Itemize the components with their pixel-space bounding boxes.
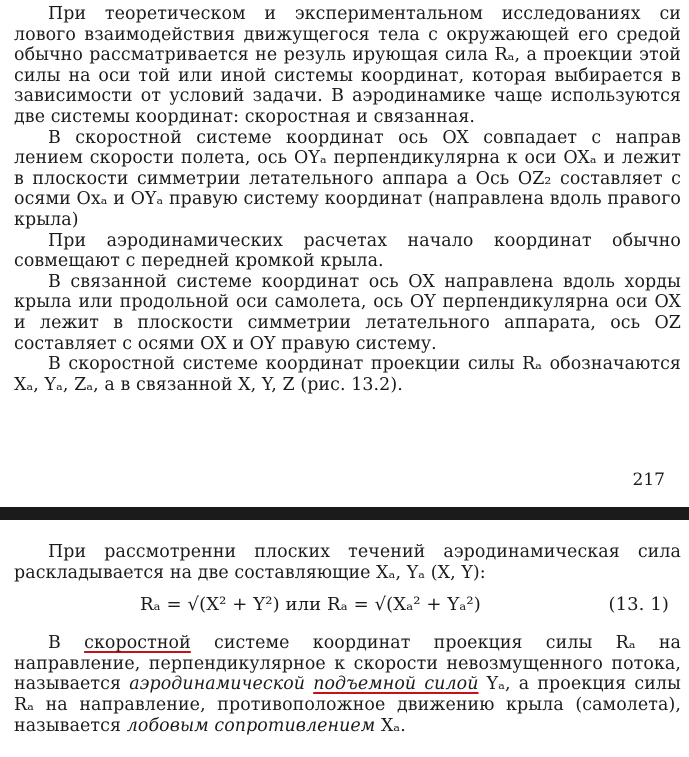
- equation-13-1: [14, 587, 681, 627]
- underlined-term-velocity: скоростной: [84, 633, 191, 654]
- paragraph-plane-flow: При рассмотренни плоских течений аэродинамическая сила раскладывается на две составляющие Xₐ, Yₐ (X, Y):: [14, 542, 681, 583]
- text-part: Yₐ, а проекция силы Rₐ на направление, противоположное движению крыла (самолета), называется: [14, 674, 681, 736]
- equation-number: (13. 1): [608, 594, 669, 616]
- page-number: 217: [632, 470, 665, 490]
- paragraph-velocity-system: В скоростной системе координат ось OX совпадает с направ лением скорости полета, ось OYₐ перпендикулярна к оси OXₐ и лежит в плоскости симметрии летательного аппара а Ось OZ₂ составляет с осями Oxₐ и OYₐ правую систему координат (направлена вдоль правого крыла): [14, 127, 681, 230]
- paragraph-projections: В скоростной системе координат проекции силы Rₐ обозначаются Xₐ, Yₐ, Zₐ, а в связанной X, Y, Z (рис. 13.2).: [14, 354, 681, 395]
- text-part: Xₐ.: [375, 715, 406, 736]
- bottom-page-text: [14, 542, 681, 736]
- italic-term-drag: лобовым сопротивлением: [126, 715, 376, 736]
- paragraph-body-system: В связанной системе координат ось OX направлена вдоль хорды крыла или продольной оси самолета, ось OY перпендикулярна оси OX и лежит в плоскости симметрии летательного аппарата, ось OZ составляет с осями OX и OY правую систему.: [14, 271, 681, 354]
- top-page-text: [14, 4, 681, 395]
- page-separator-band: [0, 507, 689, 520]
- paragraph-lift-drag: [14, 633, 681, 736]
- bottom-page: [0, 520, 689, 757]
- text-part: В: [48, 633, 85, 654]
- paragraph-intro: При теоретическом и экспериментальном исследованиях си лового взаимодействия движущегося тела с окружающей его средой обычно рассматривается не резуль ирующая сила Rₐ, а проекции этой силы на оси той или иной системы координат, которая выбирается в зависимости от условий задачи. В аэродинамике чаще используются две системы координат: скоростная и связанная.: [14, 4, 681, 127]
- paragraph-origin: При аэродинамических расчетах начало координат обычно совмещают с передней кромкой крыла.: [14, 230, 681, 272]
- equation-formula: Rₐ = √(X² + Y²) или Rₐ = √(Xₐ² + Yₐ²): [140, 594, 481, 616]
- underlined-term-lift: подъемной силой: [313, 674, 479, 695]
- italic-term: аэродинамической: [129, 674, 314, 695]
- text-part: системе координат проекция силы Rₐ на направление, перпендикулярное к скорости невозмущенного потока, называется: [14, 633, 682, 695]
